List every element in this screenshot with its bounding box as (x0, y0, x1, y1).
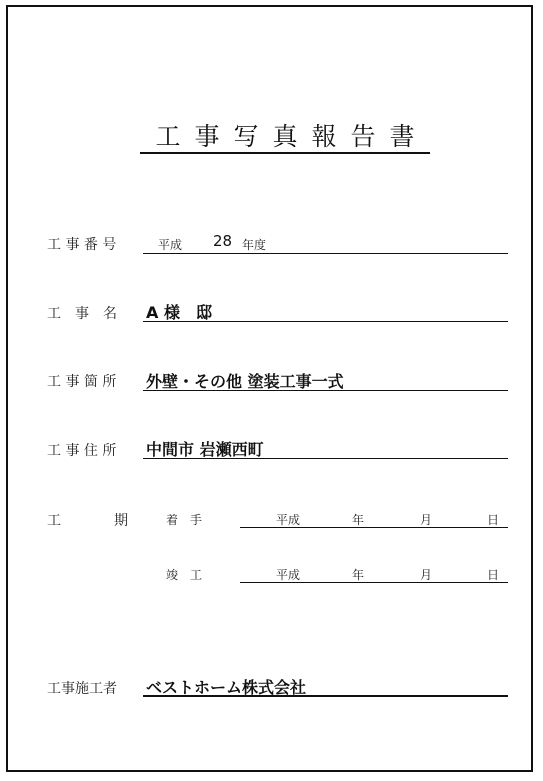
label-contractor: 工事施工者 (47, 681, 117, 697)
period-start-underline (240, 527, 508, 528)
contractor-value: ベストホーム株式会社 (146, 678, 307, 697)
label-period-left: 工 (47, 513, 61, 529)
label-period-right: 期 (114, 513, 128, 529)
document-title: 工事写真報告書 (140, 120, 430, 154)
construction-address-underline (143, 458, 508, 459)
period-start-year: 年 (352, 513, 365, 527)
period-start-label: 着 手 (166, 513, 203, 527)
construction-location-underline (143, 390, 508, 391)
contractor-underline (143, 695, 508, 697)
period-start-month: 月 (420, 513, 433, 527)
period-end-year: 年 (352, 568, 365, 582)
period-end-label: 竣 工 (166, 568, 203, 582)
construction-location-value: 外壁・その他 塗装工事一式 (146, 372, 344, 391)
construction-number-suffix: 年度 (242, 238, 267, 252)
construction-name-value: A 様 邸 (146, 303, 212, 322)
construction-number-era: 平成 (158, 238, 183, 252)
period-start-era: 平成 (276, 513, 301, 527)
construction-name-underline (143, 321, 508, 322)
construction-number-underline (143, 253, 508, 254)
label-construction-address: 工 事 住 所 (47, 443, 117, 459)
period-end-underline (240, 582, 508, 583)
label-construction-name: 工 事 名 (47, 306, 117, 322)
period-end-era: 平成 (276, 568, 301, 582)
label-construction-location: 工 事 箇 所 (47, 374, 117, 390)
label-construction-number: 工 事 番 号 (47, 237, 117, 253)
construction-number-year: 28 (213, 232, 233, 250)
construction-address-value: 中間市 岩瀬西町 (146, 440, 264, 459)
period-start-day: 日 (487, 513, 500, 527)
period-end-day: 日 (487, 568, 500, 582)
period-end-month: 月 (420, 568, 433, 582)
